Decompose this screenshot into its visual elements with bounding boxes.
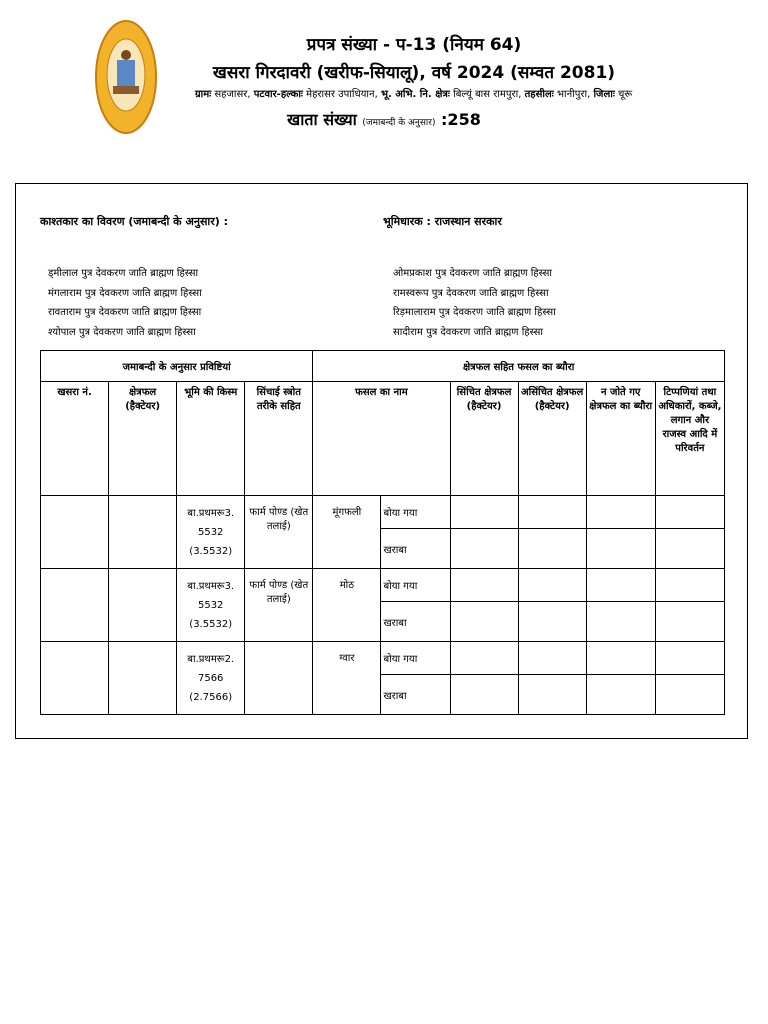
cultivator-names-left: [48, 264, 202, 343]
not-sown-cell: [586, 602, 655, 642]
group-header-left: जमाबन्दी के अनुसार प्रविष्टियां: [41, 351, 313, 382]
register-title: खसरा गिरदावरी (खरीफ-सियालू), वर्ष 2024 (सम्वत 2081): [212, 63, 616, 83]
table-row: [41, 569, 725, 602]
khata-line: [0, 108, 768, 130]
khasra-cell: [41, 569, 109, 642]
table-row: [41, 642, 725, 675]
list-item: ओमप्रकाश पुत्र देवकरण जाति ब्राह्मण हिस्सा: [393, 268, 553, 279]
not-sown-cell: [586, 642, 655, 675]
col-header-khasra: खसरा नं.: [41, 382, 109, 496]
status-damaged-cell: खराबा: [381, 529, 450, 569]
khasra-cell: [41, 642, 109, 715]
cultivator-label: काश्तकार का विवरण (जमाबन्दी के अनुसार) :: [40, 215, 228, 228]
not-sown-cell: [586, 529, 655, 569]
group-header-right: क्षेत्रफल सहित फसल का ब्यौरा: [313, 351, 725, 382]
irrigated-cell: [450, 642, 518, 675]
table-row: [41, 496, 725, 529]
list-item: मंगलाराम पुत्र देवकरण जाति ब्राह्मण हिस्सा: [48, 287, 202, 299]
irrigated-cell: [450, 675, 518, 715]
list-item: सादीराम पुत्र देवकरण जाति ब्राह्मण हिस्सा: [393, 327, 543, 339]
list-item: ड्मीलाल पुत्र देवकरण जाति ब्राह्मण हिस्सा: [48, 268, 199, 279]
remarks-cell: [655, 529, 724, 569]
irrigated-cell: [450, 529, 518, 569]
remarks-cell: [655, 602, 724, 642]
status-sown-cell: बोया गया: [381, 642, 450, 675]
unirrigated-cell: [518, 675, 586, 715]
irrigation-cell: [245, 642, 313, 715]
land-type-cell: बा.प्रथमरू3. 5532 (3.5532): [177, 569, 245, 642]
unirrigated-cell: [518, 496, 586, 529]
status-damaged-cell: खराबा: [381, 602, 450, 642]
unirrigated-cell: [518, 569, 586, 602]
land-type-cell: बा.प्रथमरू2. 7566 (2.7566): [177, 642, 245, 715]
khata-number: :258: [441, 110, 481, 129]
khasra-cell: [41, 496, 109, 569]
remarks-cell: [655, 675, 724, 715]
remarks-cell: [655, 642, 724, 675]
col-header-irrigation: सिंचाई स्त्रोत तरीके सहित: [245, 382, 313, 496]
unirrigated-cell: [518, 642, 586, 675]
status-damaged-cell: खराबा: [381, 675, 450, 715]
irrigation-cell: फार्म पोण्ड (खेत तलाई): [245, 496, 313, 569]
crop-name-cell: मोठ: [313, 569, 381, 642]
unirrigated-cell: [518, 529, 586, 569]
unirrigated-cell: [518, 602, 586, 642]
col-header-land-type: भूमि की किस्म: [177, 382, 245, 496]
list-item: रामस्वरूप पुत्र देवकरण जाति ब्राह्मण हिस्सा: [393, 287, 549, 299]
status-sown-cell: बोया गया: [381, 569, 450, 602]
land-type-cell: बा.प्रथमरू3. 5532 (3.5532): [177, 496, 245, 569]
not-sown-cell: [586, 496, 655, 529]
form-title: प्रपत्र संख्या - प-13 (नियम 64): [306, 35, 522, 55]
area-cell: [109, 569, 177, 642]
area-cell: [109, 496, 177, 569]
list-item: श्योपाल पुत्र देवकरण जाति ब्राह्मण हिस्सा: [48, 327, 196, 339]
list-item: रावताराम पुत्र देवकरण जाति ब्राह्मण हिस्सा: [48, 307, 202, 319]
location-line: ग्रामः सहजासर, पटवार-हल्काः मेहरासर उपाधियान, भू. अभि. नि. क्षेत्रः बिल्यूं बास रामपुरा, तहसीलः भानीपुरा, जिलाः चूरू: [195, 89, 633, 100]
crop-name-cell: मूंगफली: [313, 496, 381, 569]
not-sown-cell: [586, 569, 655, 602]
col-header-area: क्षेत्रफल (हैक्टेयर): [109, 382, 177, 496]
remarks-cell: [655, 569, 724, 602]
col-header-unirrigated: असिंचित क्षेत्रफल (हैक्टेयर): [518, 382, 586, 496]
col-header-remarks: टिप्पणियां तथा अधिकारों, कब्जे, लगान और राजस्व आदि में परिवर्तन: [655, 382, 724, 496]
area-cell: [109, 642, 177, 715]
not-sown-cell: [586, 675, 655, 715]
crop-details-table: [40, 350, 725, 715]
remarks-cell: [655, 496, 724, 529]
irrigated-cell: [450, 569, 518, 602]
col-header-not-sown: न जोते गए क्षेत्रफल का ब्यौरा: [586, 382, 655, 496]
irrigated-cell: [450, 602, 518, 642]
status-sown-cell: बोया गया: [381, 496, 450, 529]
khata-label: खाता संख्या: [287, 110, 357, 129]
cultivator-names-right: [393, 264, 556, 343]
list-item: रिड़मालाराम पुत्र देवकरण जाति ब्राह्मण हिस्सा: [393, 307, 556, 319]
crop-name-cell: ग्वार: [313, 642, 381, 715]
landholder-label: भूमिधारक : राजस्थान सरकार: [383, 215, 502, 228]
irrigated-cell: [450, 496, 518, 529]
khata-note: (जमाबन्दी के अनुसार): [362, 118, 436, 128]
col-header-crop: फसल का नाम: [313, 382, 450, 496]
col-header-irrigated: सिंचित क्षेत्रफल (हैक्टेयर): [450, 382, 518, 496]
irrigation-cell: फार्म पोण्ड (खेत तलाई): [245, 569, 313, 642]
